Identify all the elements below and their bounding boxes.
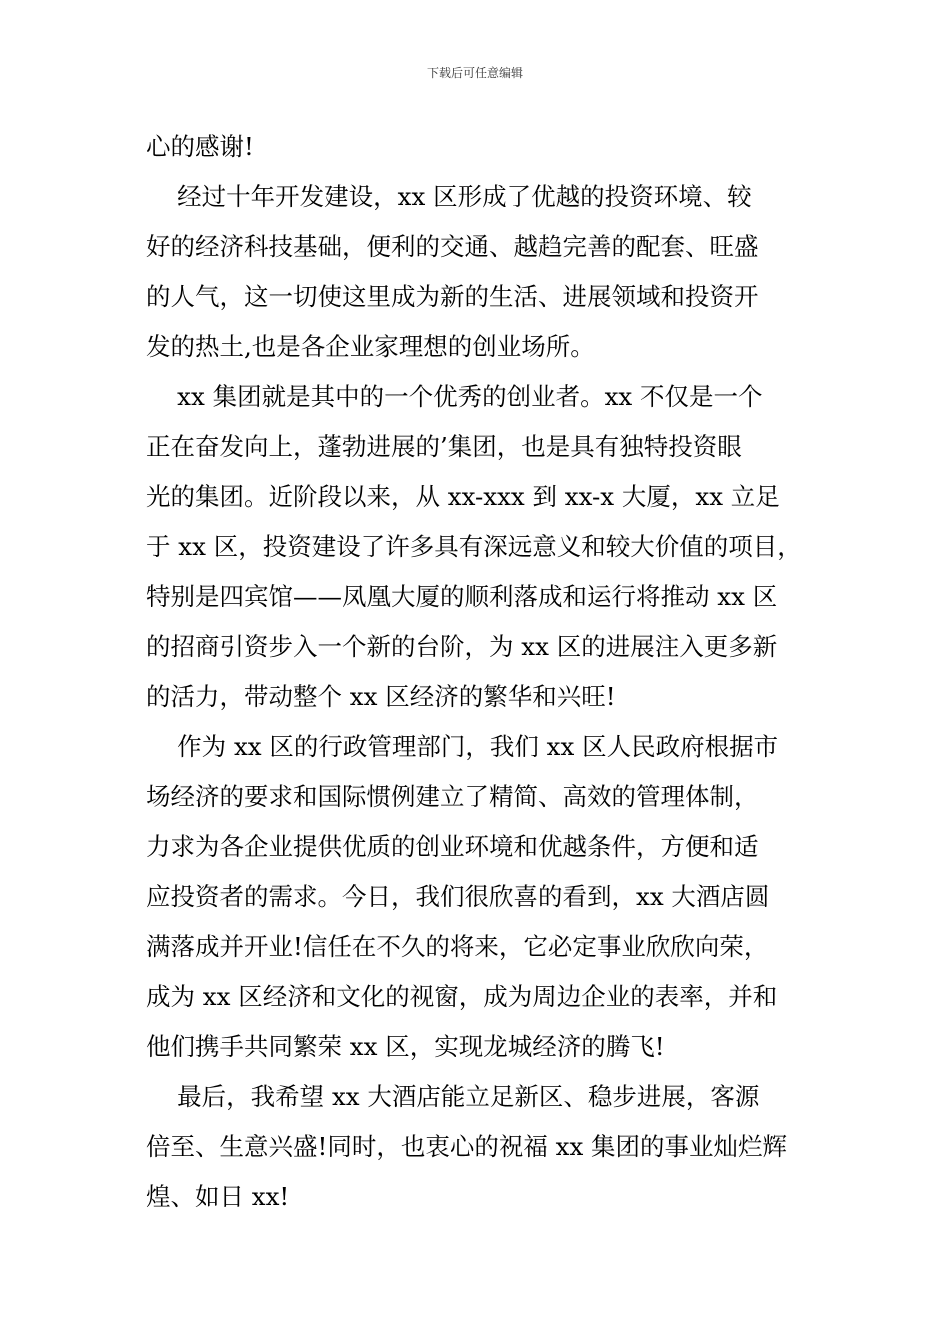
text-line: 好的经济科技基础，便利的交通、越趋完善的配套、旺盛 — [146, 232, 759, 261]
text-line: 应投资者的需求。今日，我们很欣喜的看到，xx 大酒店圆 — [146, 882, 770, 911]
text-line: 发的热土,也是各企业家理想的创业场所。 — [146, 332, 595, 361]
text-line: 光的集团。近阶段以来，从 xx-xxx 到 xx-x 大厦，xx 立足 — [146, 482, 780, 511]
text-line: 的招商引资步入一个新的台阶，为 xx 区的进展注入更多新 — [146, 632, 778, 661]
text-line: 作为 xx 区的行政管理部门，我们 xx 区人民政府根据市 — [146, 732, 779, 761]
text-line: xx 集团就是其中的一个优秀的创业者。xx 不仅是一个 — [146, 382, 763, 411]
text-line: 的活力，带动整个 xx 区经济的繁华和兴旺! — [146, 682, 616, 711]
text-line: 经过十年开发建设，xx 区形成了优越的投资环境、较 — [146, 182, 752, 211]
text-line: 场经济的要求和国际惯例建立了精简、高效的管理体制， — [146, 782, 759, 811]
text-line: 于 xx 区，投资建设了许多具有深远意义和较大价值的项目， — [146, 532, 802, 561]
text-line: 他们携手共同繁荣 xx 区，实现龙城经济的腾飞! — [146, 1032, 665, 1061]
text-line: 倍至、生意兴盛!同时，也衷心的祝福 xx 集团的事业灿烂辉 — [146, 1132, 788, 1161]
text-line: 心的感谢! — [146, 132, 254, 161]
text-line: 特别是四宾馆——凤凰大厦的顺利落成和运行将推动 xx 区 — [146, 582, 778, 611]
text-line: 成为 xx 区经济和文化的视窗，成为周边企业的表率，并和 — [146, 982, 778, 1011]
text-line: 煌、如日 xx! — [146, 1182, 290, 1211]
text-line: 正在奋发向上，蓬勃进展的’集团，也是具有独特投资眼 — [146, 432, 742, 461]
text-line: 满落成并开业!信任在不久的将来，它必定事业欣欣向荣， — [146, 932, 769, 961]
text-line: 最后，我希望 xx 大酒店能立足新区、稳步进展，客源 — [146, 1082, 760, 1111]
text-line: 力求为各企业提供优质的创业环境和优越条件，方便和适 — [146, 832, 759, 861]
page-header-note: 下载后可任意编辑 — [426, 66, 523, 80]
text-line: 的人气，这一切使这里成为新的生活、进展领域和投资开 — [146, 282, 759, 311]
